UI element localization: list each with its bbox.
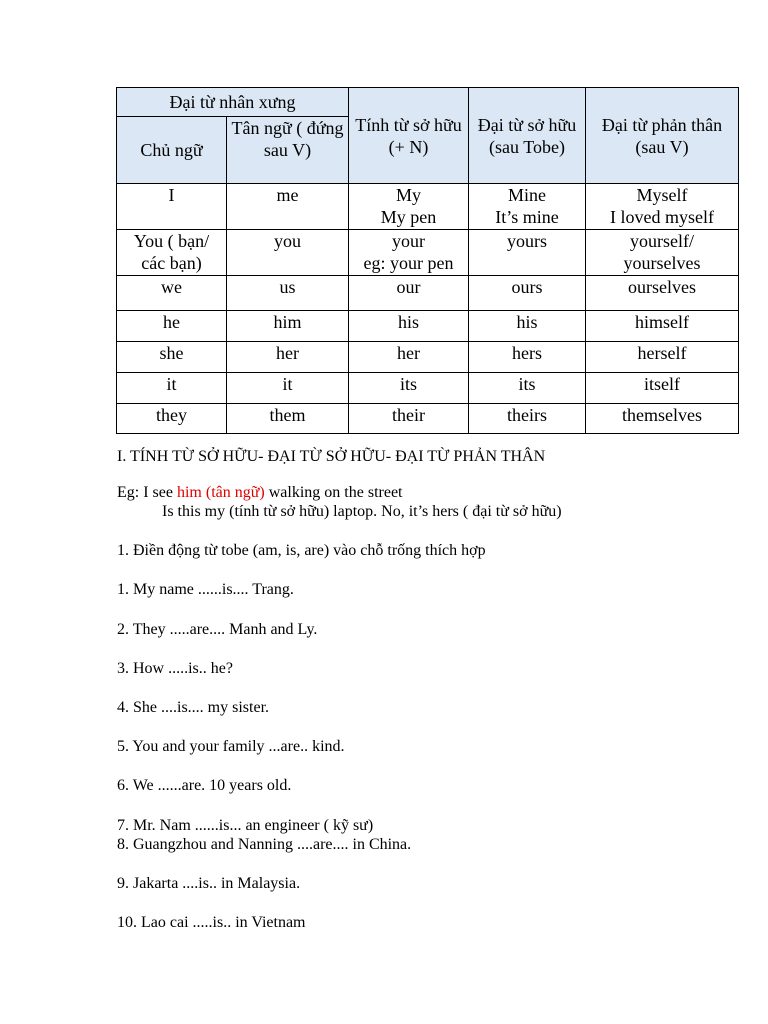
cell-line: its	[518, 374, 536, 394]
table-cell	[586, 373, 739, 404]
cell-line: It’s mine	[495, 207, 559, 227]
cell-line: her	[276, 343, 299, 363]
cell-line: it	[282, 374, 293, 394]
cell-line: their	[392, 405, 425, 425]
table-cell	[117, 342, 227, 373]
table-row	[117, 342, 739, 373]
cell-line: he	[163, 312, 180, 332]
table-row	[117, 373, 739, 404]
table-cell	[349, 184, 469, 230]
cell-line: ours	[511, 277, 543, 297]
cell-line: themselves	[622, 405, 702, 425]
table-cell	[349, 276, 469, 311]
pronoun-table	[116, 87, 739, 434]
cell-line: hers	[512, 343, 542, 363]
exercise-item: 3. How .....is.. he?	[117, 660, 233, 677]
cell-line: ourselves	[628, 277, 696, 297]
header-possessive-adjective: Tính từ sở hữu (+ N)	[349, 88, 469, 184]
table-cell	[117, 404, 227, 434]
cell-line: Mine	[508, 185, 546, 205]
cell-line: you	[274, 231, 301, 251]
exercise-item: 1. My name ......is.... Trang.	[117, 581, 294, 598]
exercise-item: 2. They .....are.... Manh and Ly.	[117, 621, 318, 638]
cell-line: her	[397, 343, 420, 363]
example-suffix: walking on the street	[264, 484, 403, 501]
table-cell	[227, 342, 349, 373]
cell-line: herself	[637, 343, 687, 363]
table-cell	[227, 230, 349, 276]
cell-line: theirs	[507, 405, 547, 425]
table-cell	[227, 276, 349, 311]
cell-line: yourself/	[630, 231, 694, 251]
table-cell	[469, 311, 586, 342]
cell-line: him	[273, 312, 302, 332]
cell-line: me	[276, 185, 299, 205]
table-cell	[349, 404, 469, 434]
table-cell	[117, 230, 227, 276]
table-cell	[349, 230, 469, 276]
table-row	[117, 184, 739, 230]
cell-line: our	[396, 277, 421, 297]
table-row	[117, 230, 739, 276]
table-cell	[227, 373, 349, 404]
table-cell	[227, 184, 349, 230]
table-cell	[469, 404, 586, 434]
example-prefix: Eg: I see	[117, 484, 177, 501]
example-line-2: Is this my (tính từ sở hữu) laptop. No, it’s hers ( đại từ sở hữu)	[162, 503, 562, 520]
cell-line: his	[397, 312, 419, 332]
section-title: I. TÍNH TỪ SỞ HỮU- ĐẠI TỪ SỞ HỮU- ĐẠI TỪ PHẢN THÂN	[117, 448, 546, 465]
exercise-item: 10. Lao cai .....is.. in Vietnam	[117, 914, 306, 931]
cell-line: his	[516, 312, 538, 332]
table-cell	[586, 311, 739, 342]
table-cell	[586, 404, 739, 434]
cell-line: eg: your pen	[363, 253, 454, 273]
cell-line: I	[168, 185, 175, 205]
table-cell	[227, 311, 349, 342]
cell-line: its	[399, 374, 417, 394]
cell-line: they	[156, 405, 187, 425]
table-cell	[469, 230, 586, 276]
table-row	[117, 404, 739, 434]
cell-line: các bạn)	[141, 253, 202, 273]
cell-line: I loved myself	[610, 207, 714, 227]
table-cell	[349, 311, 469, 342]
exercise-item: 5. You and your family ...are.. kind.	[117, 738, 345, 755]
exercise-item: 4. She ....is.... my sister.	[117, 699, 270, 716]
header-object: Tân ngữ ( đứng sau V)	[227, 117, 349, 184]
cell-line: My pen	[380, 207, 437, 227]
exercise-item: 7. Mr. Nam ......is... an engineer ( kỹ sư)	[117, 817, 374, 834]
table-cell	[469, 276, 586, 311]
cell-line: himself	[635, 312, 689, 332]
cell-line: she	[159, 343, 184, 363]
exercise-item: 8. Guangzhou and Nanning ....are.... in China.	[117, 836, 412, 853]
table-cell	[586, 230, 739, 276]
table-cell	[117, 276, 227, 311]
cell-line: us	[279, 277, 296, 297]
table-cell	[349, 342, 469, 373]
table-cell	[117, 184, 227, 230]
exercise-title: 1. Điền động từ tobe (am, is, are) vào chỗ trống thích hợp	[117, 542, 486, 559]
example-highlight: him (tân ngữ)	[176, 484, 265, 501]
header-personal-pronouns: Đại từ nhân xưng	[117, 88, 349, 117]
table-row	[117, 311, 739, 342]
cell-line: your	[392, 231, 425, 251]
table-cell	[117, 311, 227, 342]
table-cell	[469, 184, 586, 230]
header-reflexive-pronoun: Đại từ phản thân (sau V)	[586, 88, 739, 184]
table-cell	[586, 276, 739, 311]
cell-line: You ( bạn/	[133, 231, 210, 251]
cell-line: My	[395, 185, 421, 205]
cell-line: it	[166, 374, 177, 394]
exercise-item: 6. We ......are. 10 years old.	[117, 777, 292, 794]
table-cell	[586, 342, 739, 373]
example-line-1	[117, 483, 403, 502]
header-possessive-pronoun: Đại từ sở hữu (sau Tobe)	[469, 88, 586, 184]
cell-line: them	[269, 405, 306, 425]
table-cell	[227, 404, 349, 434]
cell-line: we	[161, 277, 182, 297]
cell-line: itself	[644, 374, 680, 394]
cell-line: yourselves	[623, 253, 701, 273]
cell-line: yours	[507, 231, 547, 251]
table-cell	[469, 342, 586, 373]
table-cell	[586, 184, 739, 230]
table-cell	[349, 373, 469, 404]
table-cell	[117, 373, 227, 404]
table-row	[117, 276, 739, 311]
exercise-item: 9. Jakarta ....is.. in Malaysia.	[117, 875, 301, 892]
table-cell	[469, 373, 586, 404]
cell-line: Myself	[636, 185, 688, 205]
header-subject: Chủ ngữ	[117, 117, 227, 184]
